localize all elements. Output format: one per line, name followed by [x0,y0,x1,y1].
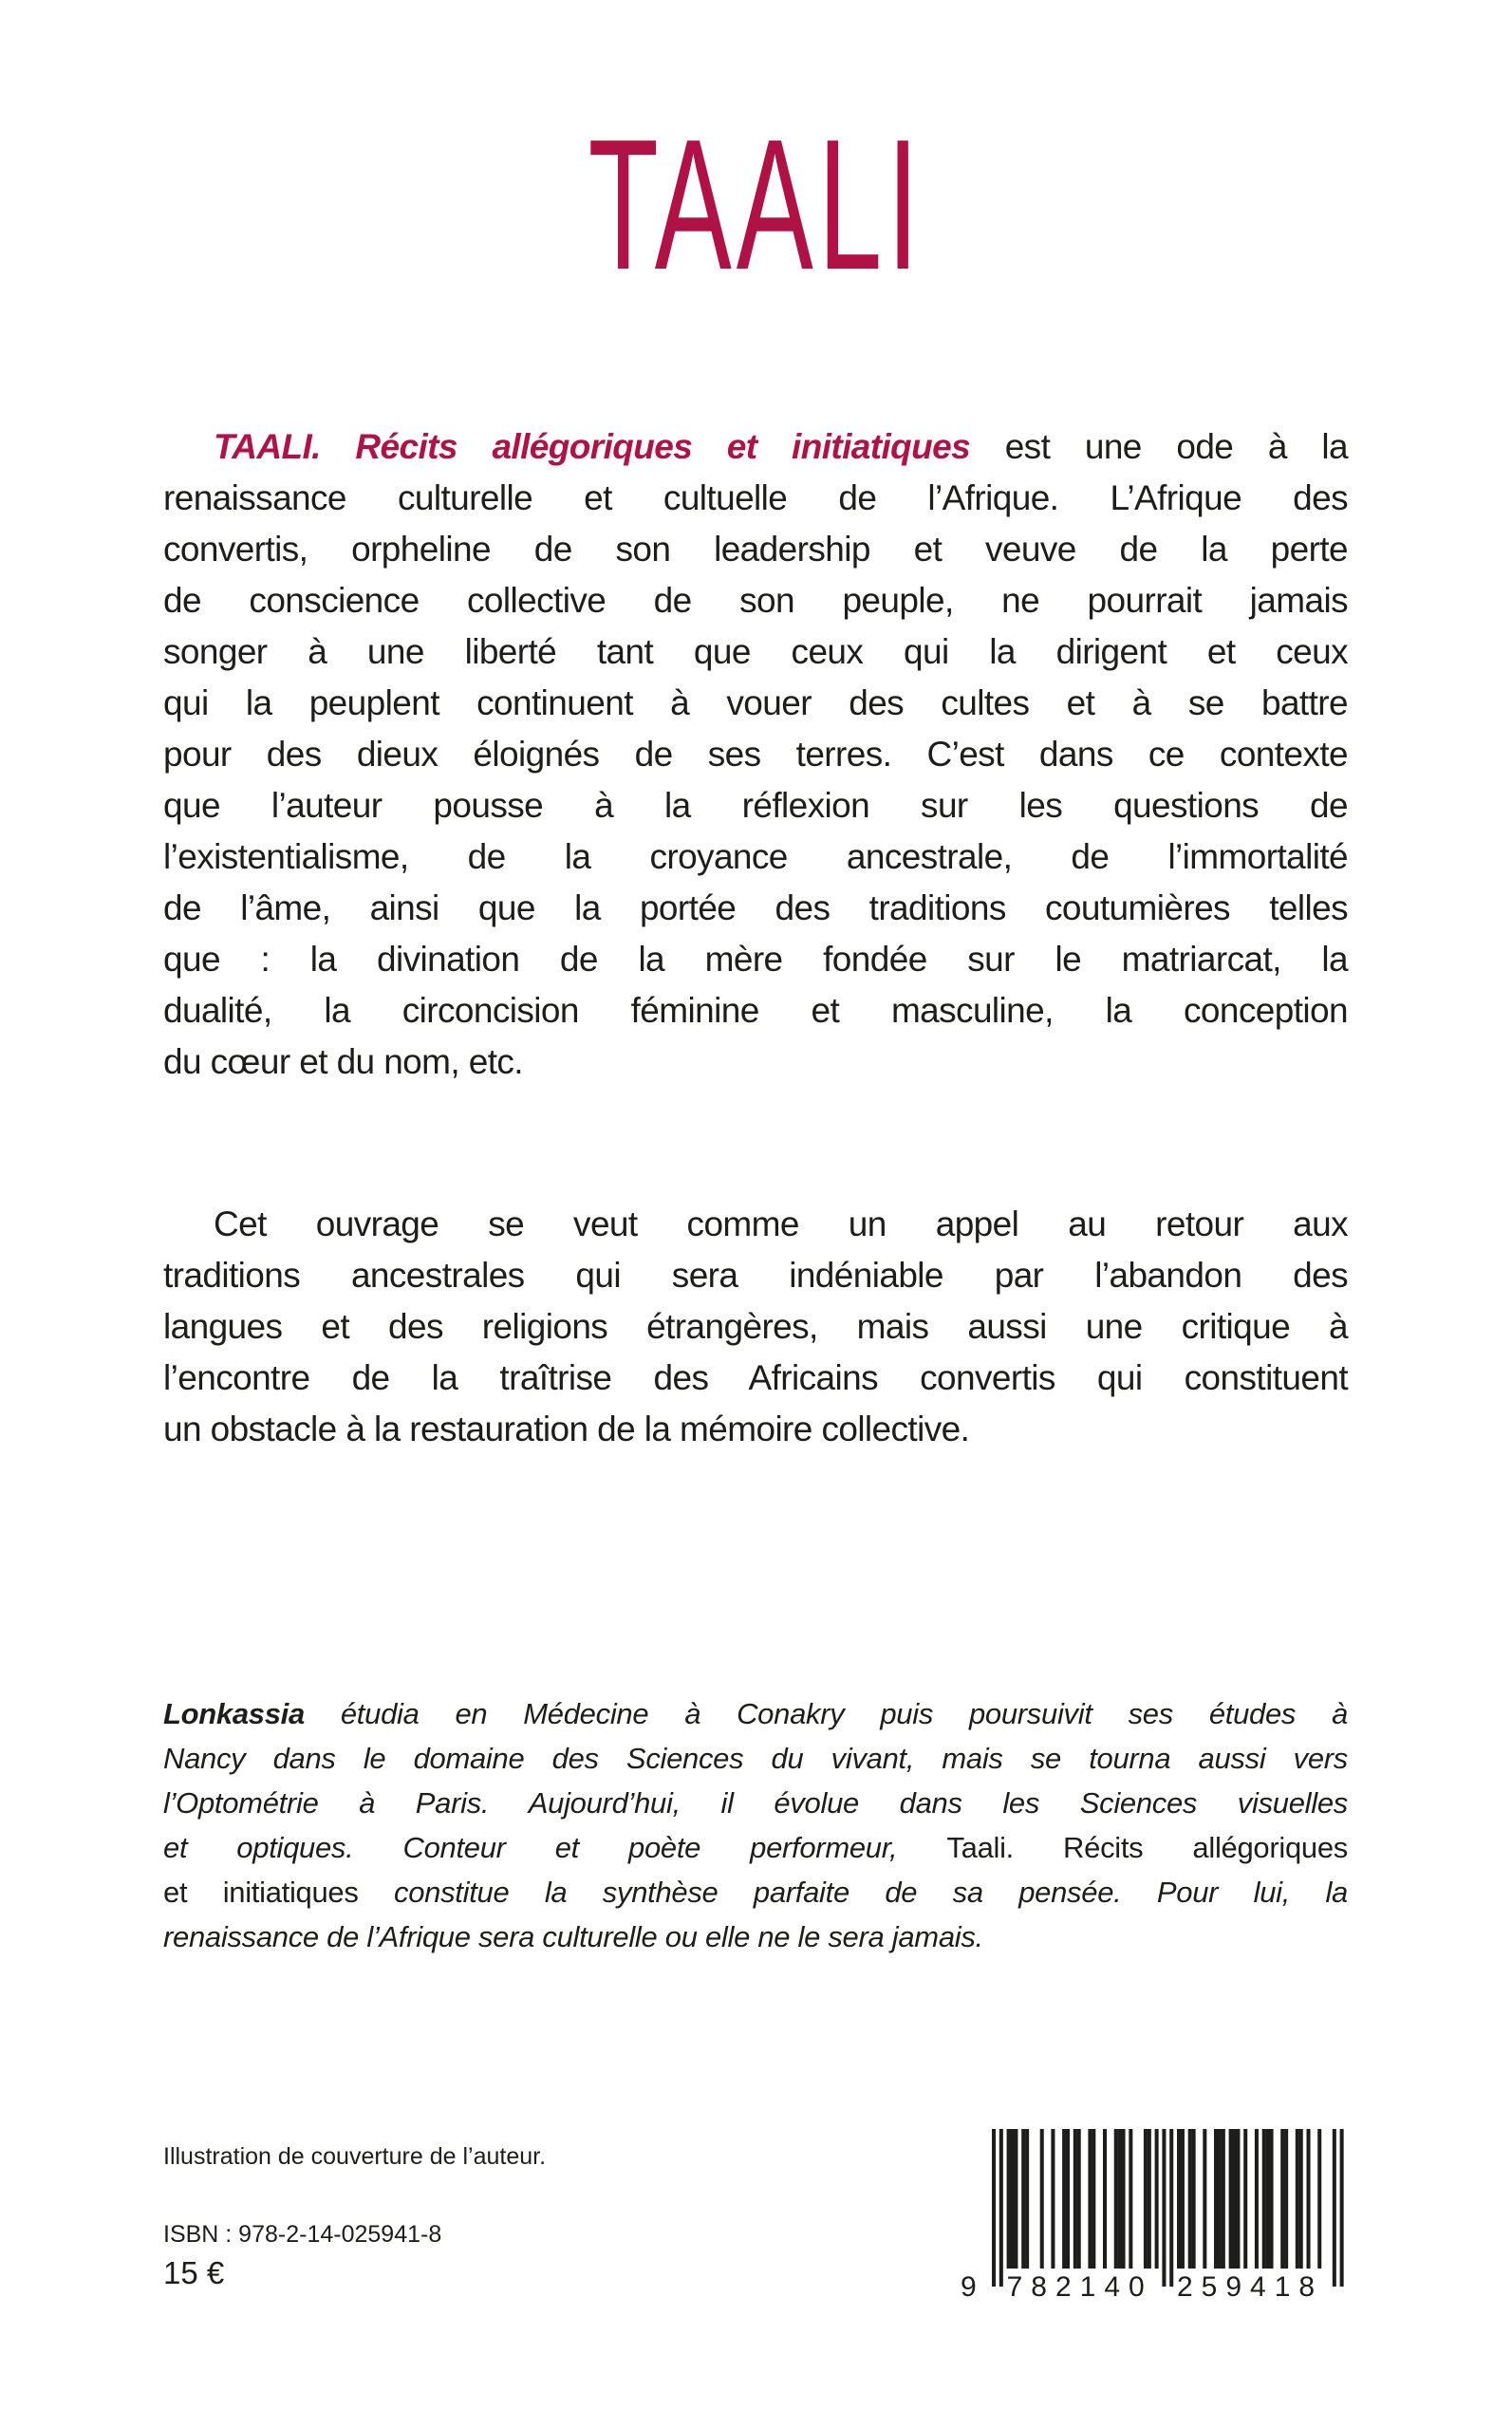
svg-text:9: 9 [961,2271,985,2303]
illustration-credit: Illustration de couverture de l’auteur. [163,2143,547,2170]
bio-line: Nancy dans le domaine des Sciences du vivant, mais se tourna aussi vers [163,1742,1348,1775]
book-title-highlight: TAALI. Récits allégoriques et initiatiques [214,427,971,466]
blurb-line: langues et des religions étrangères, mais aussi une critique à [163,1307,1348,1346]
bio-line: Lonkassia étudia en Médecine à Conakry puis poursuivit ses études à [163,1697,1348,1730]
blurb-line: dualité, la circoncision féminine et masculine, la conception [163,991,1348,1030]
blurb-line: de l’âme, ainsi que la portée des traditions coutumières telles [163,888,1348,927]
isbn-barcode [949,2121,1367,2311]
price-label: 15 € [163,2255,225,2290]
barcode-bars [949,2121,1367,2311]
blurb-line: un obstacle à la restauration de la mémoire collective. [163,1410,970,1448]
book-title: TAALI [588,101,924,308]
blurb-line: qui la peuplent continuent à vouer des cultes et à se battre [163,683,1348,722]
blurb-paragraph-1 [163,421,1348,1088]
blurb-line: traditions ancestrales qui sera indéniable par l’abandon des [163,1256,1348,1295]
blurb-line: l’encontre de la traîtrise des Africains convertis qui constituent [163,1358,1348,1397]
blurb-line: Cet ouvrage se veut comme un appel au retour aux [214,1204,1348,1243]
blurb-paragraph-2 [163,1199,1348,1455]
bio-line: renaissance de l’Afrique sera culturelle ou elle ne le sera jamais. [163,1920,983,1953]
svg-text:782140: 782140 [1006,2271,1153,2303]
bio-line: l’Optométrie à Paris. Aujourd’hui, il évolue dans les Sciences visuelles [163,1786,1348,1820]
blurb-line: que : la divination de la mère fondée sur le matriarcat, la [163,940,1348,979]
blurb-line: renaissance culturelle et cultuelle de l’Afrique. L’Afrique des [163,478,1348,517]
blurb-line: songer à une liberté tant que ceux qui la dirigent et ceux [163,632,1348,671]
blurb-line: que l’auteur pousse à la réflexion sur les questions de [163,786,1348,825]
blurb-line: du cœur et du nom, etc. [163,1042,523,1081]
blurb-line: convertis, orpheline de son leadership et veuve de la perte [163,530,1348,569]
author-bio [163,1691,1348,1959]
blurb-line: de conscience collective de son peuple, ne pourrait jamais [163,581,1348,620]
svg-text:259418: 259418 [1177,2271,1324,2303]
blurb-line: l’existentialisme, de la croyance ancestrale, de l’immortalité [163,837,1348,876]
blurb-line: pour des dieux éloignés de ses terres. C’est dans ce contexte [163,735,1348,774]
blurb-line: TAALI. Récits allégoriques et initiatiques est une ode à la [214,427,1348,466]
bio-line: et initiatiques constitue la synthèse parfaite de sa pensée. Pour lui, la [163,1876,1348,1909]
author-name: Lonkassia [163,1697,305,1730]
bio-line: et optiques. Conteur et poète performeur, Taali. Récits allégoriques [163,1831,1348,1864]
isbn-label: ISBN : 978-2-14-025941-8 [163,2221,442,2248]
